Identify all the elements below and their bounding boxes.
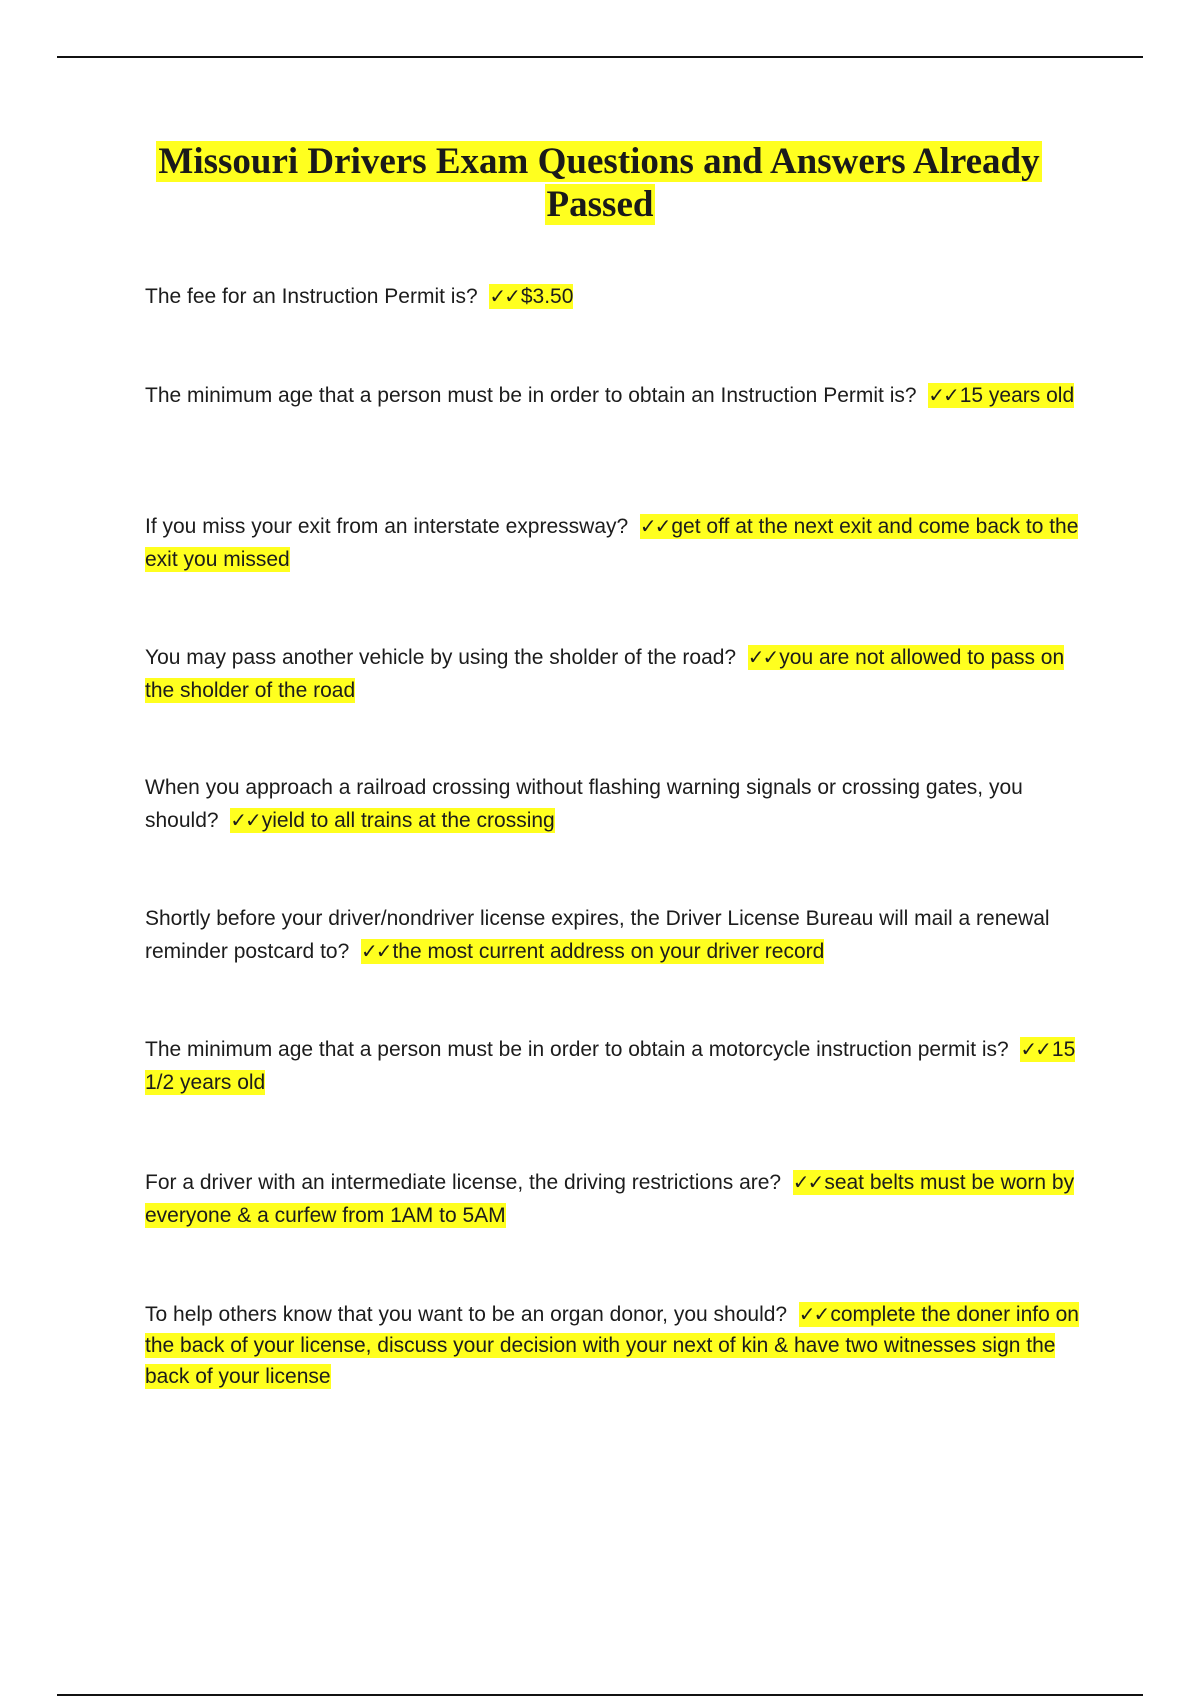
check-mark-icon: ✓✓ [747, 645, 778, 669]
check-mark-icon: ✓✓ [928, 383, 958, 407]
question-text: For a driver with an intermediate license, the driving restrictions are? [145, 1171, 782, 1194]
qa-item-1 [145, 280, 1095, 313]
check-mark-icon: ✓✓ [639, 514, 670, 538]
answer-highlight [489, 284, 573, 309]
check-mark-icon: ✓✓ [798, 1302, 829, 1326]
question-text: When you approach a railroad crossing without flashing warning signals or crossing gates, you should? [145, 776, 1023, 832]
answer-text: you are not allowed to pass on the sholder of the road [145, 646, 1065, 702]
qa-item-3 [145, 510, 1095, 576]
top-rule [57, 56, 1143, 58]
qa-item-6 [145, 902, 1095, 968]
qa-item-8 [145, 1166, 1095, 1232]
answer-text: complete the doner info on the back of your license, discuss your decision with your next of kin & have two witnesses sign the back of your license [145, 1303, 1079, 1388]
answer-text: 15 years old [959, 384, 1075, 407]
answer-text: yield to all trains at the crossing [261, 809, 555, 832]
bottom-rule [57, 1694, 1143, 1696]
qa-item-4 [145, 641, 1095, 707]
answer-text: 15 1/2 years old [145, 1038, 1076, 1094]
qa-item-2 [145, 379, 1095, 412]
question-text: The fee for an Instruction Permit is? [145, 285, 478, 308]
answer-text: the most current address on your driver record [392, 940, 825, 963]
answer-highlight [361, 939, 824, 964]
check-mark-icon: ✓✓ [1020, 1037, 1050, 1061]
qa-item-5 [145, 771, 1095, 837]
answer-text: get off at the next exit and come back to the exit you missed [145, 515, 1079, 571]
qa-item-7 [145, 1033, 1095, 1099]
check-mark-icon: ✓✓ [792, 1170, 823, 1194]
qa-item-9 [145, 1299, 1095, 1392]
answer-highlight [928, 383, 1074, 408]
question-text: The minimum age that a person must be in order to obtain an Instruction Permit is? [145, 384, 917, 407]
question-text: To help others know that you want to be an organ donor, you should? [145, 1303, 788, 1326]
page-title [100, 140, 1100, 226]
answer-text: $3.50 [520, 285, 574, 308]
answer-highlight [230, 808, 555, 833]
check-mark-icon: ✓✓ [489, 284, 519, 308]
question-text: If you miss your exit from an interstate expressway? [145, 515, 629, 538]
check-mark-icon: ✓✓ [360, 939, 391, 963]
question-text: The minimum age that a person must be in order to obtain a motorcycle instruction permit is? [145, 1038, 1009, 1061]
check-mark-icon: ✓✓ [230, 808, 260, 832]
question-text: Shortly before your driver/nondriver license expires, the Driver License Bureau will mail a renewal reminder postcard to? [145, 907, 1050, 963]
title-highlight: Missouri Drivers Exam Questions and Answers Already Passed [158, 141, 1040, 225]
answer-text: seat belts must be worn by everyone & a curfew from 1AM to 5AM [145, 1171, 1075, 1227]
question-text: You may pass another vehicle by using the sholder of the road? [145, 646, 737, 669]
